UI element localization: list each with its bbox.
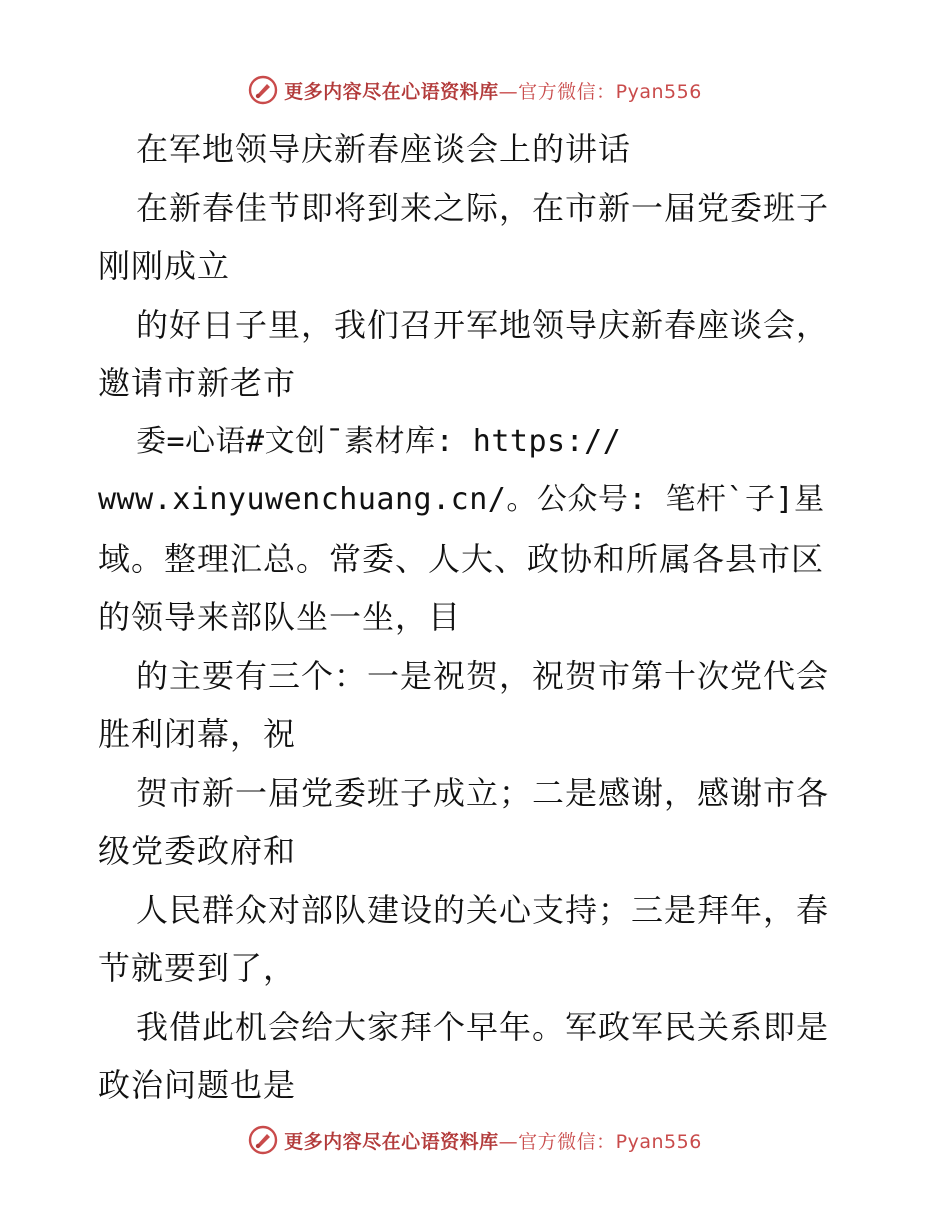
text-line: 的领导来部队坐一坐，目	[98, 598, 462, 636]
text-line: 域。整理汇总。常委、人大、政协和所属各县市区	[98, 539, 825, 578]
header-watermark-banner	[0, 70, 950, 110]
document-body	[98, 120, 858, 1115]
text-line: 刚刚成立	[98, 247, 231, 285]
brand-logo-icon	[248, 1125, 278, 1155]
text-line: 我借此机会给大家拜个早年。军政军民关系即是	[136, 1007, 830, 1046]
document-title: 在军地领导庆新春座谈会上的讲话	[136, 130, 632, 168]
text-line: www.xinyuwenchuang.cn/。公众号: 笔杆`子]星	[98, 482, 825, 517]
banner-rest-text: —官方微信：Pyan556	[498, 80, 702, 103]
banner-text	[284, 1127, 702, 1154]
text-line: 节就要到了，	[98, 949, 297, 987]
footer-watermark-banner	[0, 1120, 950, 1160]
text-line: 委=心语#文创¯素材库: https://	[136, 423, 622, 459]
text-line: 的主要有三个：一是祝贺，祝贺市第十次党代会	[136, 656, 830, 695]
text-line: 贺市新一届党委班子成立；二是感谢，感谢市各	[136, 773, 830, 812]
banner-rest-text: —官方微信：Pyan556	[498, 1130, 702, 1153]
banner-strong-text: 更多内容尽在心语资料库	[284, 1130, 499, 1153]
banner-strong-text: 更多内容尽在心语资料库	[284, 80, 499, 103]
text-line: 人民群众对部队建设的关心支持；三是拜年，春	[136, 890, 830, 929]
text-line: 胜利闭幕，祝	[98, 715, 297, 753]
text-line: 的好日子里，我们召开军地领导庆新春座谈会，	[136, 305, 830, 344]
brand-logo-icon	[248, 75, 278, 105]
text-line: 政治问题也是	[98, 1066, 297, 1104]
banner-text	[284, 77, 702, 104]
text-line: 在新春佳节即将到来之际，在市新一届党委班子	[136, 188, 830, 227]
text-line: 级党委政府和	[98, 832, 297, 870]
text-line: 邀请市新老市	[98, 364, 297, 402]
